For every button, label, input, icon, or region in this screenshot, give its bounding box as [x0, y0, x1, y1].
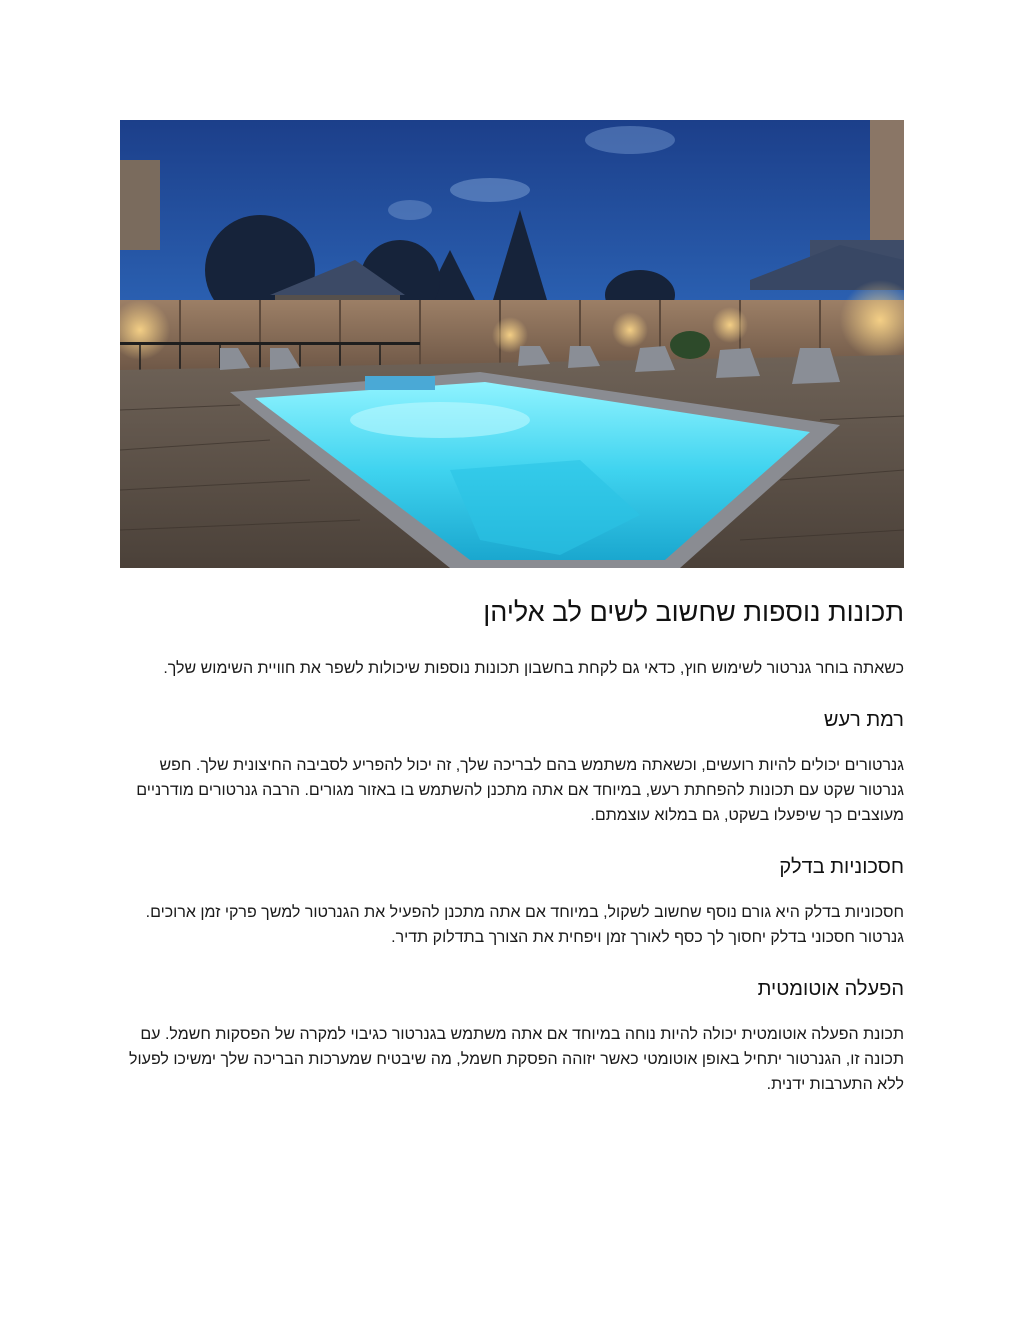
section-body-fuel: חסכוניות בדלק היא גורם נוסף שחשוב לשקול, במיוחד אם אתה מתכנן להפעיל את הגנרטור למשך פרקי זמן ארוכים. גנרטור חסכוני בדלק יחסוך לך כסף לאורך זמן ויפחית את הצורך בתדלוק תדיר. [145, 903, 904, 946]
section-heading-fuel: חסכוניות בדלק [779, 855, 904, 878]
section-heading-autostart: הפעלה אוטומטית [757, 977, 904, 1000]
section-heading-noise: רמת רעש [823, 708, 904, 731]
section-body-autostart: תכונת הפעלה אוטומטית יכולה להיות נוחה במיוחד אם אתה משתמש בגנרטור כגיבוי למקרה של הפסקות חשמל. עם תכונה זו, הגנרטור יתחיל באופן אוטומטי כאשר יזוהה הפסקת חשמל, מה שיבטיח שמערכות הבריכה שלך ימשיכו לפעול ללא התערבות ידנית. [129, 1025, 904, 1093]
intro-paragraph: כשאתה בוחר גנרטור לשימוש חוץ, כדאי גם לקחת בחשבון תכונות נוספות שיכולות לשפר את חוויית השימוש שלך. [163, 659, 904, 677]
section-body-noise: גנרטורים יכולים להיות רועשים, וכשאתה משתמש בהם לבריכה שלך, זה יכול להפריע לסביבה החיצונית שלך. חפש גנרטור שקט עם תכונות להפחתת רעש, במיוחד אם אתה מתכנן להשתמש בו באזור מגורים. הרבה גנרטורים מודרניים מעוצבים כך שיפעלו בשקט, גם במלוא עוצמתם. [136, 756, 904, 824]
pool-illustration [120, 120, 904, 568]
article [120, 596, 904, 1123]
pool-photo [120, 120, 904, 568]
page-title: תכונות נוספות שחשוב לשים לב אליהן [483, 597, 904, 627]
